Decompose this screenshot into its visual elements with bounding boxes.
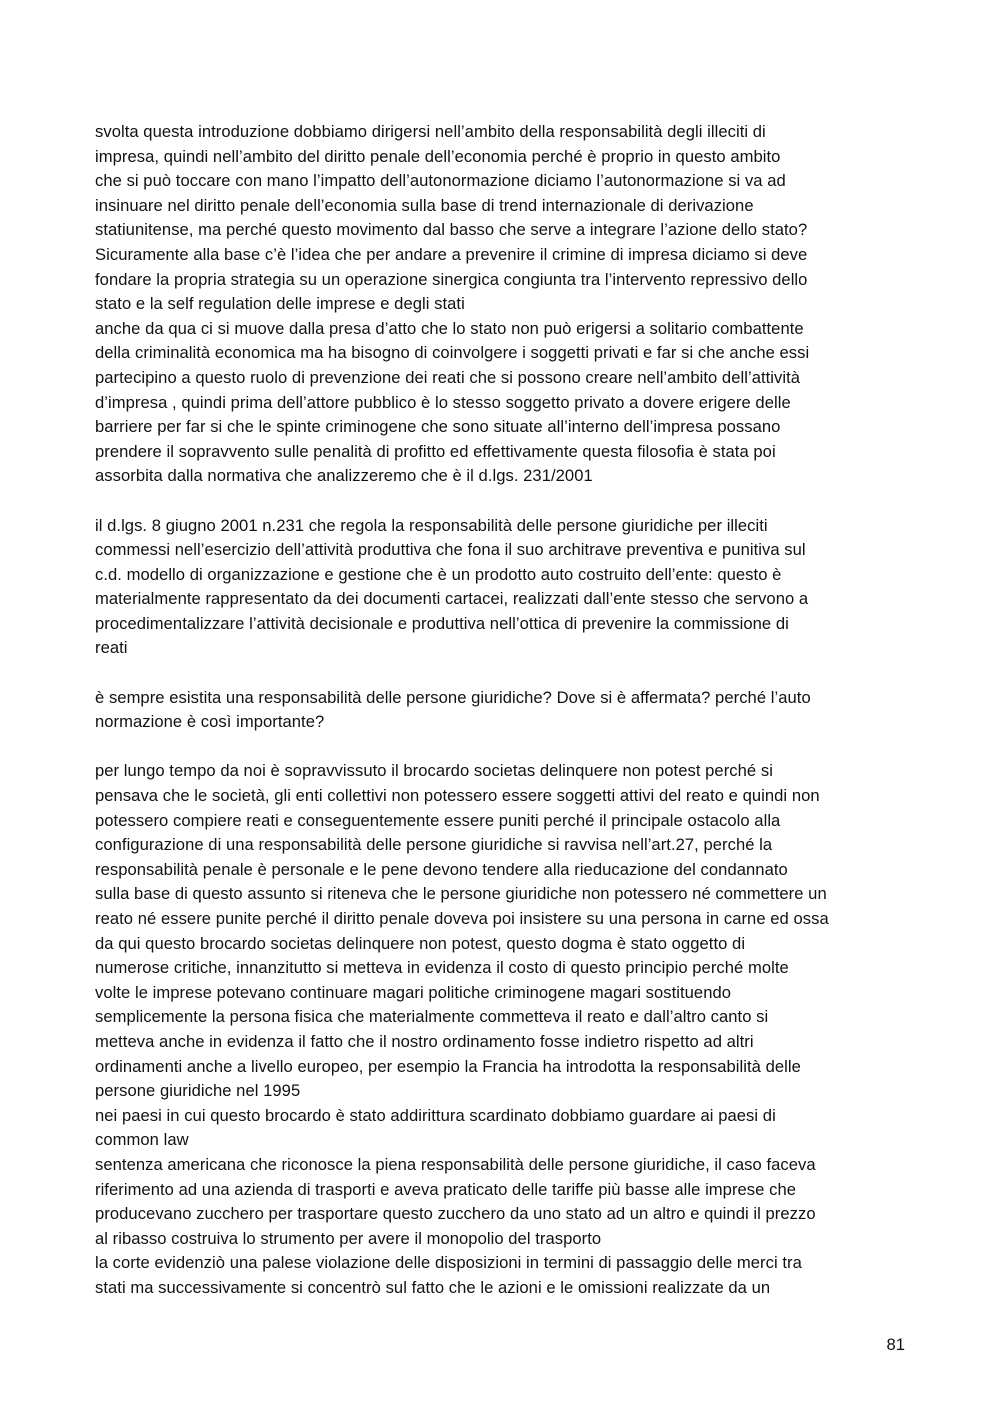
text-line: common law bbox=[95, 1130, 189, 1150]
text-line: assorbita dalla normativa che analizzeremo che è il d.lgs. 231/2001 bbox=[95, 466, 593, 486]
paragraph bbox=[95, 759, 910, 1300]
text-line: insinuare nel diritto penale dell’economia sulla base di trend internazionale di derivazione bbox=[95, 195, 754, 215]
text-line: normazione è così importante? bbox=[95, 712, 325, 732]
text-line: pensava che le società, gli enti collettivi non potessero essere soggetti attivi del reato e quindi non bbox=[95, 786, 820, 806]
paragraph bbox=[95, 514, 910, 662]
text-line: reati bbox=[95, 638, 128, 658]
text-line: metteva anche in evidenza il fatto che il nostro ordinamento fosse indietro rispetto ad altri bbox=[95, 1031, 754, 1051]
text-line: semplicemente la persona fisica che materialmente commetteva il reato e dall’altro canto si bbox=[95, 1007, 769, 1027]
text-line: la corte evidenziò una palese violazione delle disposizioni in termini di passaggio delle merci tra bbox=[95, 1253, 802, 1273]
text-line: persone giuridiche nel 1995 bbox=[95, 1081, 301, 1101]
text-line: da qui questo brocardo societas delinquere non potest, questo dogma è stato oggetto di bbox=[95, 933, 746, 953]
text-line: ordinamenti anche a livello europeo, per esempio la Francia ha introdotta la responsabilità delle bbox=[95, 1056, 801, 1076]
text-line: impresa, quindi nell’ambito del diritto penale dell’economia perché è proprio in questo ambito bbox=[95, 146, 781, 166]
text-line: anche da qua ci si muove dalla presa d’atto che lo stato non può erigersi a solitario combattente bbox=[95, 318, 804, 338]
text-line: stato e la self regulation delle imprese e degli stati bbox=[95, 294, 465, 314]
text-line: per lungo tempo da noi è sopravvissuto il brocardo societas delinquere non potest perché si bbox=[95, 761, 773, 781]
text-line: il d.lgs. 8 giugno 2001 n.231 che regola la responsabilità delle persone giuridiche per illeciti bbox=[95, 515, 768, 535]
text-line: reato né essere punite perché il diritto penale doveva poi insistere su una persona in carne ed ossa bbox=[95, 909, 829, 928]
text-line: materialmente rappresentato da dei documenti cartacei, realizzati dall’ente stesso che servono a bbox=[95, 589, 809, 609]
text-line: Sicuramente alla base c’è l’idea che per andare a prevenire il crimine di impresa diciamo si deve bbox=[95, 244, 808, 264]
text-line: sulla base di questo assunto si riteneva che le persone giuridiche non potessero né commettere un bbox=[95, 884, 827, 904]
paragraph-gap bbox=[95, 735, 910, 760]
text-line: riferimento ad una azienda di trasporti e aveva praticato delle tariffe più basse alle imprese che bbox=[95, 1179, 797, 1199]
text-line: volte le imprese potevano continuare magari politiche criminogene magari sostituendo bbox=[95, 982, 732, 1002]
paragraph bbox=[95, 120, 910, 489]
text-line: commessi nell’esercizio dell’attività produttiva che fona il suo architrave preventiva e punitiva sul bbox=[95, 540, 806, 560]
text-line: nei paesi in cui questo brocardo è stato addirittura scardinato dobbiamo guardare ai paesi di bbox=[95, 1105, 776, 1125]
text-line: stati ma successivamente si concentrò sul fatto che le azioni e le omissioni realizzate da un bbox=[95, 1277, 771, 1297]
text-line: potessero compiere reati e conseguentemente essere puniti perché il principale ostacolo alla bbox=[95, 810, 781, 830]
text-line: che si può toccare con mano l’impatto dell’autonormazione diciamo l’autonormazione si va ad bbox=[95, 171, 786, 191]
text-line: responsabilità penale è personale e le pene devono tendere alla rieducazione del condannato bbox=[95, 859, 788, 879]
text-line: d’impresa , quindi prima dell’attore pubblico è lo stesso soggetto privato a dovere erigere delle bbox=[95, 392, 791, 412]
page-body-text bbox=[95, 120, 910, 1301]
page-number: 81 bbox=[886, 1335, 905, 1354]
text-line: barriere per far si che le spinte criminogene che sono situate all’interno dell’impresa possano bbox=[95, 417, 781, 437]
text-line: della criminalità economica ma ha bisogno di coinvolgere i soggetti privati e far si che anche essi bbox=[95, 343, 810, 363]
text-line: è sempre esistita una responsabilità delle persone giuridiche? Dove si è affermata? perché l’auto bbox=[95, 687, 811, 707]
text-line: producevano zucchero per trasportare questo zucchero da uno stato ad un altro e quindi il prezzo bbox=[95, 1204, 816, 1224]
text-line: numerose critiche, innanzitutto si metteva in evidenza il costo di questo principio perché molte bbox=[95, 958, 789, 978]
text-line: al ribasso costruiva lo strumento per avere il monopolio del trasporto bbox=[95, 1228, 602, 1248]
text-line: configurazione di una responsabilità delle persone giuridiche si ravvisa nell’art.27, perché la bbox=[95, 835, 773, 855]
text-line: partecipino a questo ruolo di prevenzione dei reati che si possono creare nell’ambito dell’attività bbox=[95, 367, 801, 387]
text-line: statiunitense, ma perché questo movimento dal basso che serve a integrare l’azione dello stato? bbox=[95, 220, 808, 240]
paragraph bbox=[95, 686, 910, 735]
text-line: svolta questa introduzione dobbiamo dirigersi nell’ambito della responsabilità degli illeciti di bbox=[95, 122, 766, 141]
paragraph-gap bbox=[95, 489, 910, 514]
text-line: fondare la propria strategia su un operazione sinergica congiunta tra l’intervento repressivo dello bbox=[95, 269, 808, 289]
text-line: procedimentalizzare l’attività decisionale e produttiva nell’ottica di prevenire la commissione di bbox=[95, 613, 789, 633]
text-line: prendere il sopravvento sulle penalità di profitto ed effettivamente questa filosofia è stata poi bbox=[95, 441, 776, 461]
text-line: c.d. modello di organizzazione e gestione che è un prodotto auto costruito dell’ente: questo è bbox=[95, 564, 782, 584]
paragraph-gap bbox=[95, 661, 910, 686]
text-line: sentenza americana che riconosce la piena responsabilità delle persone giuridiche, il caso faceva bbox=[95, 1154, 816, 1174]
